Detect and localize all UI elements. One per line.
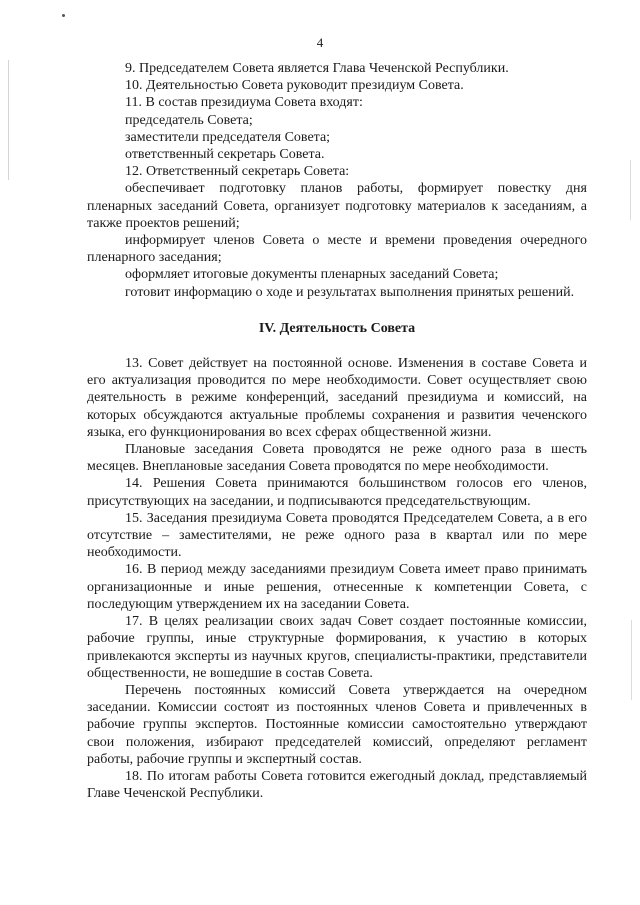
paragraph-14: 14. Решения Совета принимаются большинством голосов его членов, присутствующих на заседании, и подписываются председательствующим. — [87, 476, 587, 509]
paragraph-17: 17. В целях реализации своих задач Совет создает постоянные комиссии, рабочие группы, иные структурные формирования, к участию в которых привлекаются эксперты из научных кругов, специалисты-практики, представители общественности, не вошедшие в состав Совета. — [87, 614, 587, 681]
document-body — [87, 60, 587, 802]
scan-edge-mark — [631, 620, 632, 700]
list-item-chairman: председатель Совета; — [125, 112, 253, 128]
section-heading: IV. Деятельность Совета — [258, 320, 416, 336]
list-item-deputies: заместители председателя Совета; — [125, 129, 331, 145]
paragraph-15: 15. Заседания президиума Совета проводятся Председателем Совета, а в его отсутствие – заместителями, не реже одного раза в квартал или по мере необходимости. — [87, 510, 587, 561]
secretary-duty-4: готовит информацию о ходе и результатах выполнения принятых решений. — [125, 284, 575, 300]
paragraph-17-commissions: Перечень постоянных комиссий Совета утверждается на очередном заседании. Комиссии состоят из постоянных членов Совета и привлеченных в рабочие группы экспертов. Постоянные комиссии самостоятельно утверждают свои положения, избирают председателей комиссий, определяют регламент работы, рабочие группы и экспертный состав. — [87, 682, 587, 767]
scan-speck — [62, 14, 65, 17]
list-item-secretary: ответственный секретарь Совета. — [125, 147, 325, 163]
secretary-duty-3: оформляет итоговые документы пленарных заседаний Совета; — [125, 267, 499, 283]
paragraph-13: 13. Совет действует на постоянной основе. Изменения в составе Совета и его актуализация проводится по мере необходимости. Совет осуществляет свою деятельность в режиме конференций, заседаний президиума и комиссий, на которых обсуждаются актуальные проблемы сохранения и развития чеченского языка, его функционирования во всех сферах общественной жизни. — [87, 356, 587, 440]
scan-edge-mark — [8, 60, 9, 180]
paragraph-12: 12. Ответственный секретарь Совета: — [125, 164, 350, 180]
scan-edge-mark — [630, 160, 631, 220]
paragraph-18: 18. По итогам работы Совета готовится ежегодный доклад, представляемый Главе Чеченской Республики. — [87, 768, 587, 802]
paragraph-13-planned: Плановые заседания Совета проводятся не реже одного раза в шесть месяцев. Внеплановые заседания Совета проводятся по мере необходимости. — [87, 442, 587, 475]
paragraph-10: 10. Деятельностью Совета руководит президиум Совета. — [125, 78, 464, 94]
secretary-duty-1: обеспечивает подготовку планов работы, формирует повестку дня пленарных заседаний Совета, организует подготовку материалов к заседаниям, а также проектов решений; — [87, 181, 587, 231]
paragraph-9: 9. Председателем Совета является Глава Чеченской Республики. — [125, 61, 509, 76]
paragraph-16: 16. В период между заседаниями президиум Совета имеет право принимать организационные и иные решения, отнесенные к компетенции Совета, с последующим утверждением их на заседании Совета. — [87, 562, 587, 612]
paragraph-11: 11. В состав президиума Совета входят: — [125, 95, 363, 111]
page-number: 4 — [316, 35, 324, 50]
secretary-duty-2: информирует членов Совета о месте и времени проведения очередного пленарного заседания; — [87, 233, 587, 266]
